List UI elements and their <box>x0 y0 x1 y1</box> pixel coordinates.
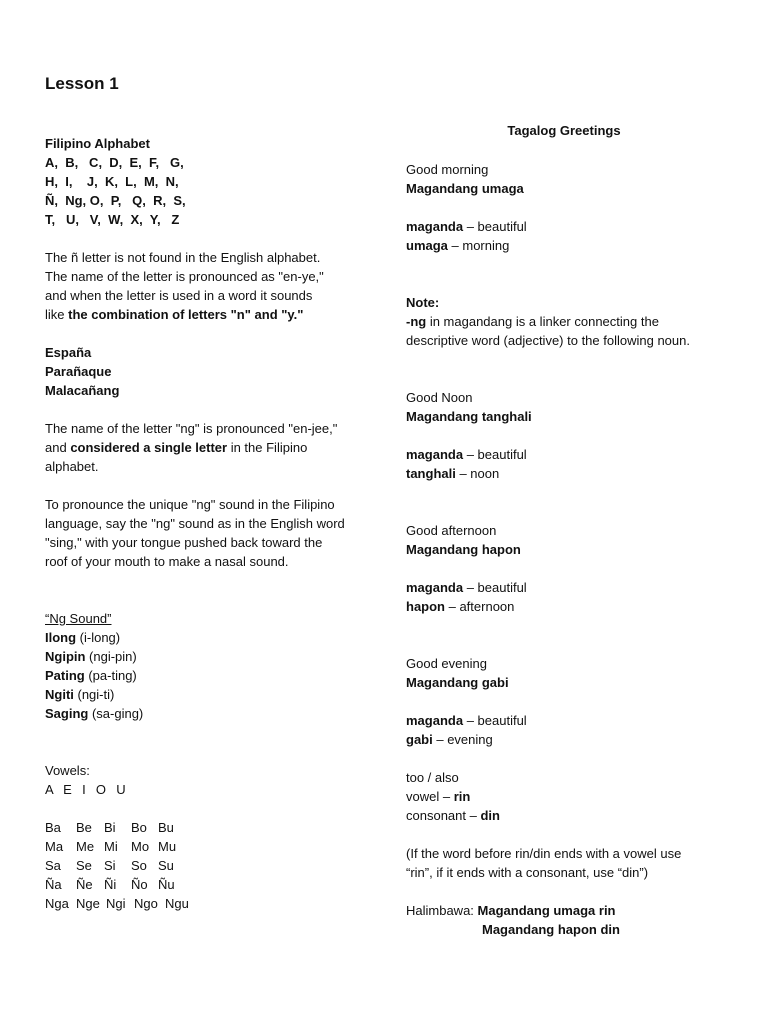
enye-example: Parañaque <box>45 364 112 379</box>
syllable-grid <box>45 818 375 913</box>
ng-paragraph-line: The name of the letter "ng" is pronounced "en-jee," <box>45 421 338 436</box>
ng-sound-paragraph-line: roof of your mouth to make a nasal sound. <box>45 554 289 569</box>
vocab-line: maganda – beautiful <box>406 713 527 728</box>
ng-word: Ngiti (ngi-ti) <box>45 687 115 702</box>
vocab-line: hapon – afternoon <box>406 599 515 614</box>
vowels-heading: Vowels: <box>45 763 90 778</box>
ng-sound-paragraph-line: To pronounce the unique "ng" sound in the Filipino <box>45 497 335 512</box>
vowel-rule-line: vowel – rin <box>406 789 471 804</box>
example-line: Halimbawa: Magandang umaga rin <box>406 903 616 918</box>
alphabet-row: T, U, V, W, X, Y, Z <box>45 212 180 227</box>
greeting-english: Good morning <box>406 162 489 177</box>
greeting-tagalog: Magandang umaga <box>406 181 524 196</box>
vocab-line: tanghali – noon <box>406 466 500 481</box>
greeting-tagalog: Magandang tanghali <box>406 409 532 424</box>
syllable-row: Ma Me Mi Mo Mu <box>45 839 177 854</box>
alphabet-row: A, B, C, D, E, F, G, <box>45 155 184 170</box>
vocab-line: maganda – beautiful <box>406 580 527 595</box>
greeting-english: Good evening <box>406 656 487 671</box>
also-line: too / also <box>406 770 459 785</box>
greeting-tagalog: Magandang hapon <box>406 542 521 557</box>
ng-word: Saging (sa-ging) <box>45 706 144 721</box>
ng-word: Pating (pa-ting) <box>45 668 137 683</box>
vocab-line: gabi – evening <box>406 732 493 747</box>
example-line: Magandang hapon din <box>482 922 620 937</box>
enye-paragraph-line: The name of the letter is pronounced as "en-ye," <box>45 269 324 284</box>
syllable-row: Sa Se Si So Su <box>45 858 174 873</box>
enye-example: España <box>45 345 92 360</box>
ng-paragraph-line: alphabet. <box>45 459 99 474</box>
greetings-heading: Tagalog Greetings <box>507 123 621 138</box>
right-column <box>406 160 746 939</box>
enye-paragraph-line: like the combination of letters "n" and "y." <box>45 307 304 322</box>
alphabet-heading: Filipino Alphabet <box>45 136 150 151</box>
consonant-rule-line: consonant – din <box>406 808 500 823</box>
syllable-row: Nga Nge Ngi Ngo Ngu <box>45 896 189 911</box>
greeting-english: Good Noon <box>406 390 473 405</box>
ng-sound-heading: “Ng Sound” <box>45 611 112 626</box>
ng-paragraph-line: and considered a single letter in the Filipino <box>45 440 308 455</box>
enye-example: Malacañang <box>45 383 120 398</box>
left-column <box>45 134 375 913</box>
note-label: Note: <box>406 295 440 310</box>
rule-explanation-line: (If the word before rin/din ends with a vowel use <box>406 846 682 861</box>
note-line: -ng in magandang is a linker connecting the <box>406 314 659 329</box>
alphabet-row: Ñ, Ng, O, P, Q, R, S, <box>45 193 186 208</box>
alphabet-row: H, I, J, K, L, M, N, <box>45 174 179 189</box>
enye-paragraph-line: The ñ letter is not found in the English alphabet. <box>45 250 321 265</box>
rule-explanation-line: “rin”, if it ends with a consonant, use “din”) <box>406 865 649 880</box>
ng-word: Ngipin (ngi-pin) <box>45 649 137 664</box>
greeting-english: Good afternoon <box>406 523 497 538</box>
vocab-line: umaga – morning <box>406 238 510 253</box>
note-line: descriptive word (adjective) to the following noun. <box>406 333 690 348</box>
page-title: Lesson 1 <box>45 74 119 93</box>
vocab-line: maganda – beautiful <box>406 447 527 462</box>
greeting-tagalog: Magandang gabi <box>406 675 509 690</box>
vocab-line: maganda – beautiful <box>406 219 527 234</box>
syllable-row: Ba Be Bi Bo Bu <box>45 820 174 835</box>
syllable-row: Ña Ñe Ñi Ño Ñu <box>45 877 175 892</box>
vowels-list: A E I O U <box>45 782 127 797</box>
enye-paragraph-line: and when the letter is used in a word it sounds <box>45 288 313 303</box>
ng-sound-paragraph-line: language, say the "ng" sound as in the English word <box>45 516 345 531</box>
ng-word: Ilong (i-long) <box>45 630 121 645</box>
ng-sound-paragraph-line: "sing," with your tongue pushed back toward the <box>45 535 323 550</box>
